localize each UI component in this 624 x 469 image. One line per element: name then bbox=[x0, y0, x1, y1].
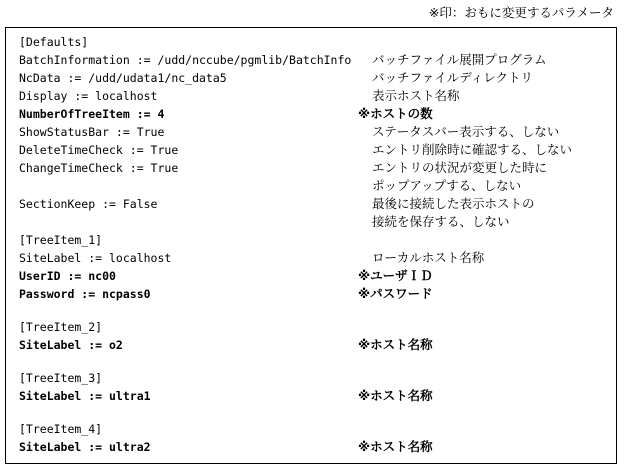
config-key: [Defaults] bbox=[19, 35, 89, 49]
config-key: ShowStatusBar := True bbox=[19, 125, 165, 139]
config-line-show-status-bar bbox=[6, 123, 616, 141]
config-line-site-label-1 bbox=[6, 249, 616, 267]
config-description: ※ホスト名称 bbox=[358, 439, 433, 454]
config-key: SiteLabel := localhost bbox=[19, 251, 172, 265]
config-key: SiteLabel := ultra2 bbox=[19, 440, 151, 454]
config-key: SectionKeep := False bbox=[19, 197, 158, 211]
config-key: BatchInformation := /udd/nccube/pgmlib/BatchInfo bbox=[19, 53, 352, 67]
config-description: ステータスバー表示する、しない bbox=[372, 124, 560, 139]
config-line-number-of-tree-item bbox=[6, 105, 616, 123]
config-description: ※ホストの数 bbox=[358, 106, 433, 121]
config-description: 接続を保存する、しない bbox=[372, 214, 510, 229]
config-line-batch-information bbox=[6, 51, 616, 69]
config-line-change-time-check bbox=[6, 159, 616, 177]
config-line-tree-item-1-header bbox=[6, 231, 616, 249]
config-line-site-label-3 bbox=[6, 387, 616, 405]
config-description: ※ホスト名称 bbox=[358, 337, 433, 352]
config-key: Password := ncpass0 bbox=[19, 287, 151, 301]
config-line-site-label-4 bbox=[6, 438, 616, 456]
config-description: エントリの状況が変更した時に bbox=[372, 160, 548, 175]
config-key: ChangeTimeCheck := True bbox=[19, 161, 179, 175]
config-key: DeleteTimeCheck := True bbox=[19, 143, 179, 157]
config-key: [TreeItem_2] bbox=[19, 320, 103, 334]
config-key: [TreeItem_4] bbox=[19, 422, 103, 436]
config-line-section-keep-cont bbox=[6, 213, 616, 231]
config-description: バッチファイル展開プログラム bbox=[372, 52, 547, 67]
config-description: ローカルホスト名称 bbox=[372, 250, 485, 265]
config-description: エントリ削除時に確認する、しない bbox=[372, 142, 573, 157]
config-key: NumberOfTreeItem := 4 bbox=[19, 107, 165, 121]
config-key: UserID := nc00 bbox=[19, 269, 116, 283]
config-key: SiteLabel := o2 bbox=[19, 338, 123, 352]
legend-caption: ※印：おもに変更するパラメータ bbox=[428, 5, 614, 20]
config-description: 最後に接続した表示ホストの bbox=[372, 196, 535, 211]
config-line-tree-item-3-header bbox=[6, 369, 616, 387]
config-key: [TreeItem_1] bbox=[19, 233, 103, 247]
config-line-site-label-2 bbox=[6, 336, 616, 354]
config-key: [TreeItem_3] bbox=[19, 371, 103, 385]
config-description: ※ホスト名称 bbox=[358, 388, 433, 403]
config-key: Display := localhost bbox=[19, 89, 158, 103]
config-line-display bbox=[6, 87, 616, 105]
config-line-tree-item-2-header bbox=[6, 318, 616, 336]
config-line-change-time-check-cont bbox=[6, 177, 616, 195]
config-listing-box bbox=[5, 27, 617, 464]
config-line-user-id bbox=[6, 267, 616, 285]
config-description: ※パスワード bbox=[358, 286, 433, 301]
config-line-tree-item-4-header bbox=[6, 420, 616, 438]
config-description: バッチファイルディレクトリ bbox=[372, 70, 534, 85]
config-line-defaults-header bbox=[6, 33, 616, 51]
config-line-delete-time-check bbox=[6, 141, 616, 159]
config-description: 表示ホスト名称 bbox=[372, 88, 460, 103]
config-key: NcData := /udd/udata1/nc_data5 bbox=[19, 71, 227, 85]
config-description: ※ユーザＩＤ bbox=[358, 268, 433, 283]
config-line-password bbox=[6, 285, 616, 303]
config-line-nc-data bbox=[6, 69, 616, 87]
config-key: SiteLabel := ultra1 bbox=[19, 389, 151, 403]
config-description: ポップアップする、しない bbox=[372, 178, 522, 193]
config-line-section-keep bbox=[6, 195, 616, 213]
